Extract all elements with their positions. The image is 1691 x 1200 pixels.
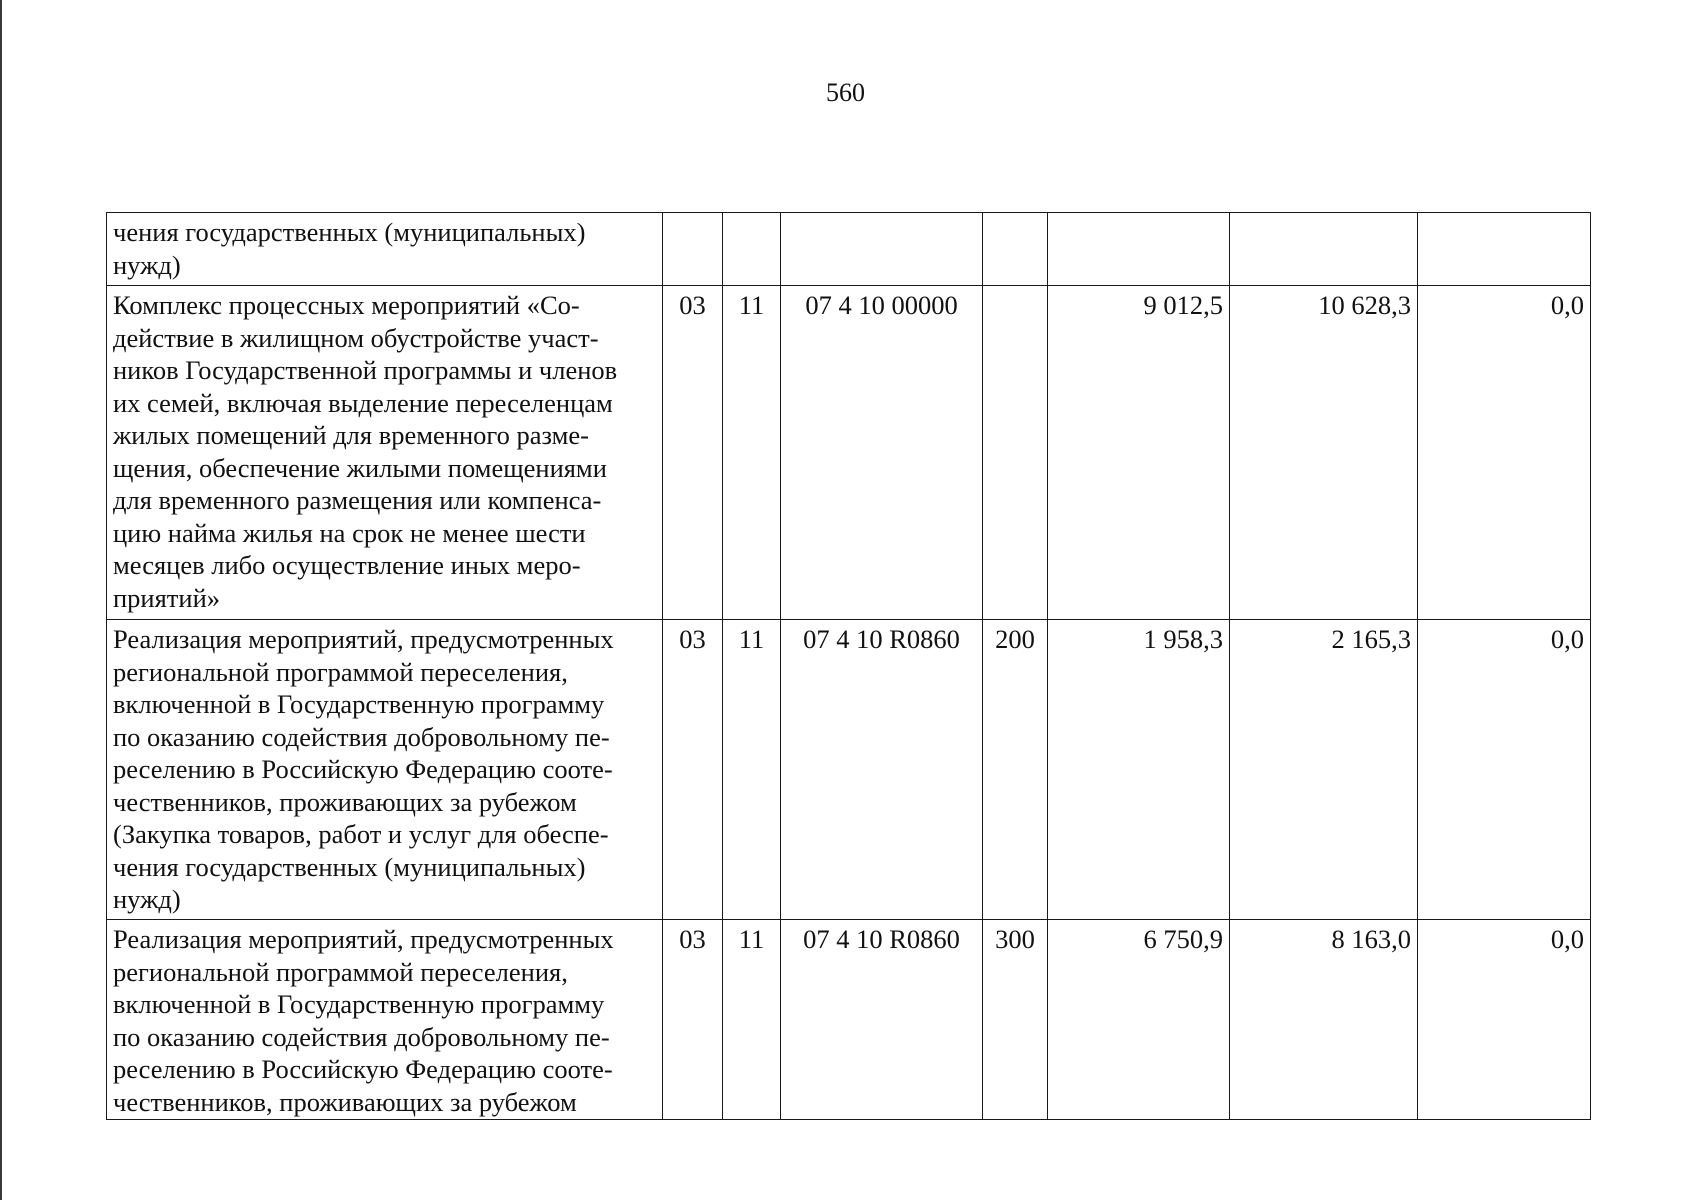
- target-article-code: 07 4 10 R0860: [781, 620, 983, 920]
- row-description: Комплекс процессных мероприятий «Со- действие в жилищном обустройстве участ- ников Государственной программы и членов их семей, включая выделение переселенцам жилых помещений для временного разме- щения, обеспечение жилыми помещениями для временного размещения или компенса- цию найма жилья на срок не менее шести месяцев либо осуществление иных меро- приятий»: [107, 286, 663, 620]
- table-row: [107, 920, 1591, 1120]
- amount-3: [1418, 213, 1591, 286]
- amount-3: 0,0: [1418, 620, 1591, 920]
- section-code: 03: [663, 920, 723, 1120]
- subsection-code: [723, 213, 781, 286]
- table-row: [107, 286, 1591, 620]
- expense-type-code: [983, 213, 1048, 286]
- subsection-code: 11: [723, 286, 781, 620]
- amount-2: [1230, 213, 1418, 286]
- target-article-code: [781, 213, 983, 286]
- expense-type-code: 200: [983, 620, 1048, 920]
- section-code: [663, 213, 723, 286]
- row-description: Реализация мероприятий, предусмотренных региональной программой переселения, включенной в Государственную программу по оказанию содействия добровольному пе- реселению в Российскую Федерацию соотe- чественников, проживающих за рубежом: [107, 920, 663, 1120]
- table-row: [107, 620, 1591, 920]
- expense-type-code: [983, 286, 1048, 620]
- target-article-code: 07 4 10 00000: [781, 286, 983, 620]
- amount-1: 9 012,5: [1048, 286, 1230, 620]
- amount-1: 1 958,3: [1048, 620, 1230, 920]
- amount-1: [1048, 213, 1230, 286]
- subsection-code: 11: [723, 620, 781, 920]
- expense-type-code: 300: [983, 920, 1048, 1120]
- row-description: Реализация мероприятий, предусмотренных региональной программой переселения, включенной в Государственную программу по оказанию содействия добровольному пе- реселению в Российскую Федерацию соотe- чественников, проживающих за рубежом (Закупка товаров, работ и услуг для обеспе- чения государственных (муниципальных) нужд): [107, 620, 663, 920]
- amount-2: 10 628,3: [1230, 286, 1418, 620]
- section-code: 03: [663, 620, 723, 920]
- subsection-code: 11: [723, 920, 781, 1120]
- amount-2: 2 165,3: [1230, 620, 1418, 920]
- section-code: 03: [663, 286, 723, 620]
- amount-1: 6 750,9: [1048, 920, 1230, 1120]
- page-number: 560: [826, 78, 865, 107]
- amount-3: 0,0: [1418, 920, 1591, 1120]
- budget-table: [106, 212, 1591, 1120]
- target-article-code: 07 4 10 R0860: [781, 920, 983, 1120]
- table-row: [107, 213, 1591, 286]
- amount-2: 8 163,0: [1230, 920, 1418, 1120]
- amount-3: 0,0: [1418, 286, 1591, 620]
- scan-edge: [0, 0, 2, 1200]
- row-description: чения государственных (муниципальных) нужд): [107, 213, 663, 286]
